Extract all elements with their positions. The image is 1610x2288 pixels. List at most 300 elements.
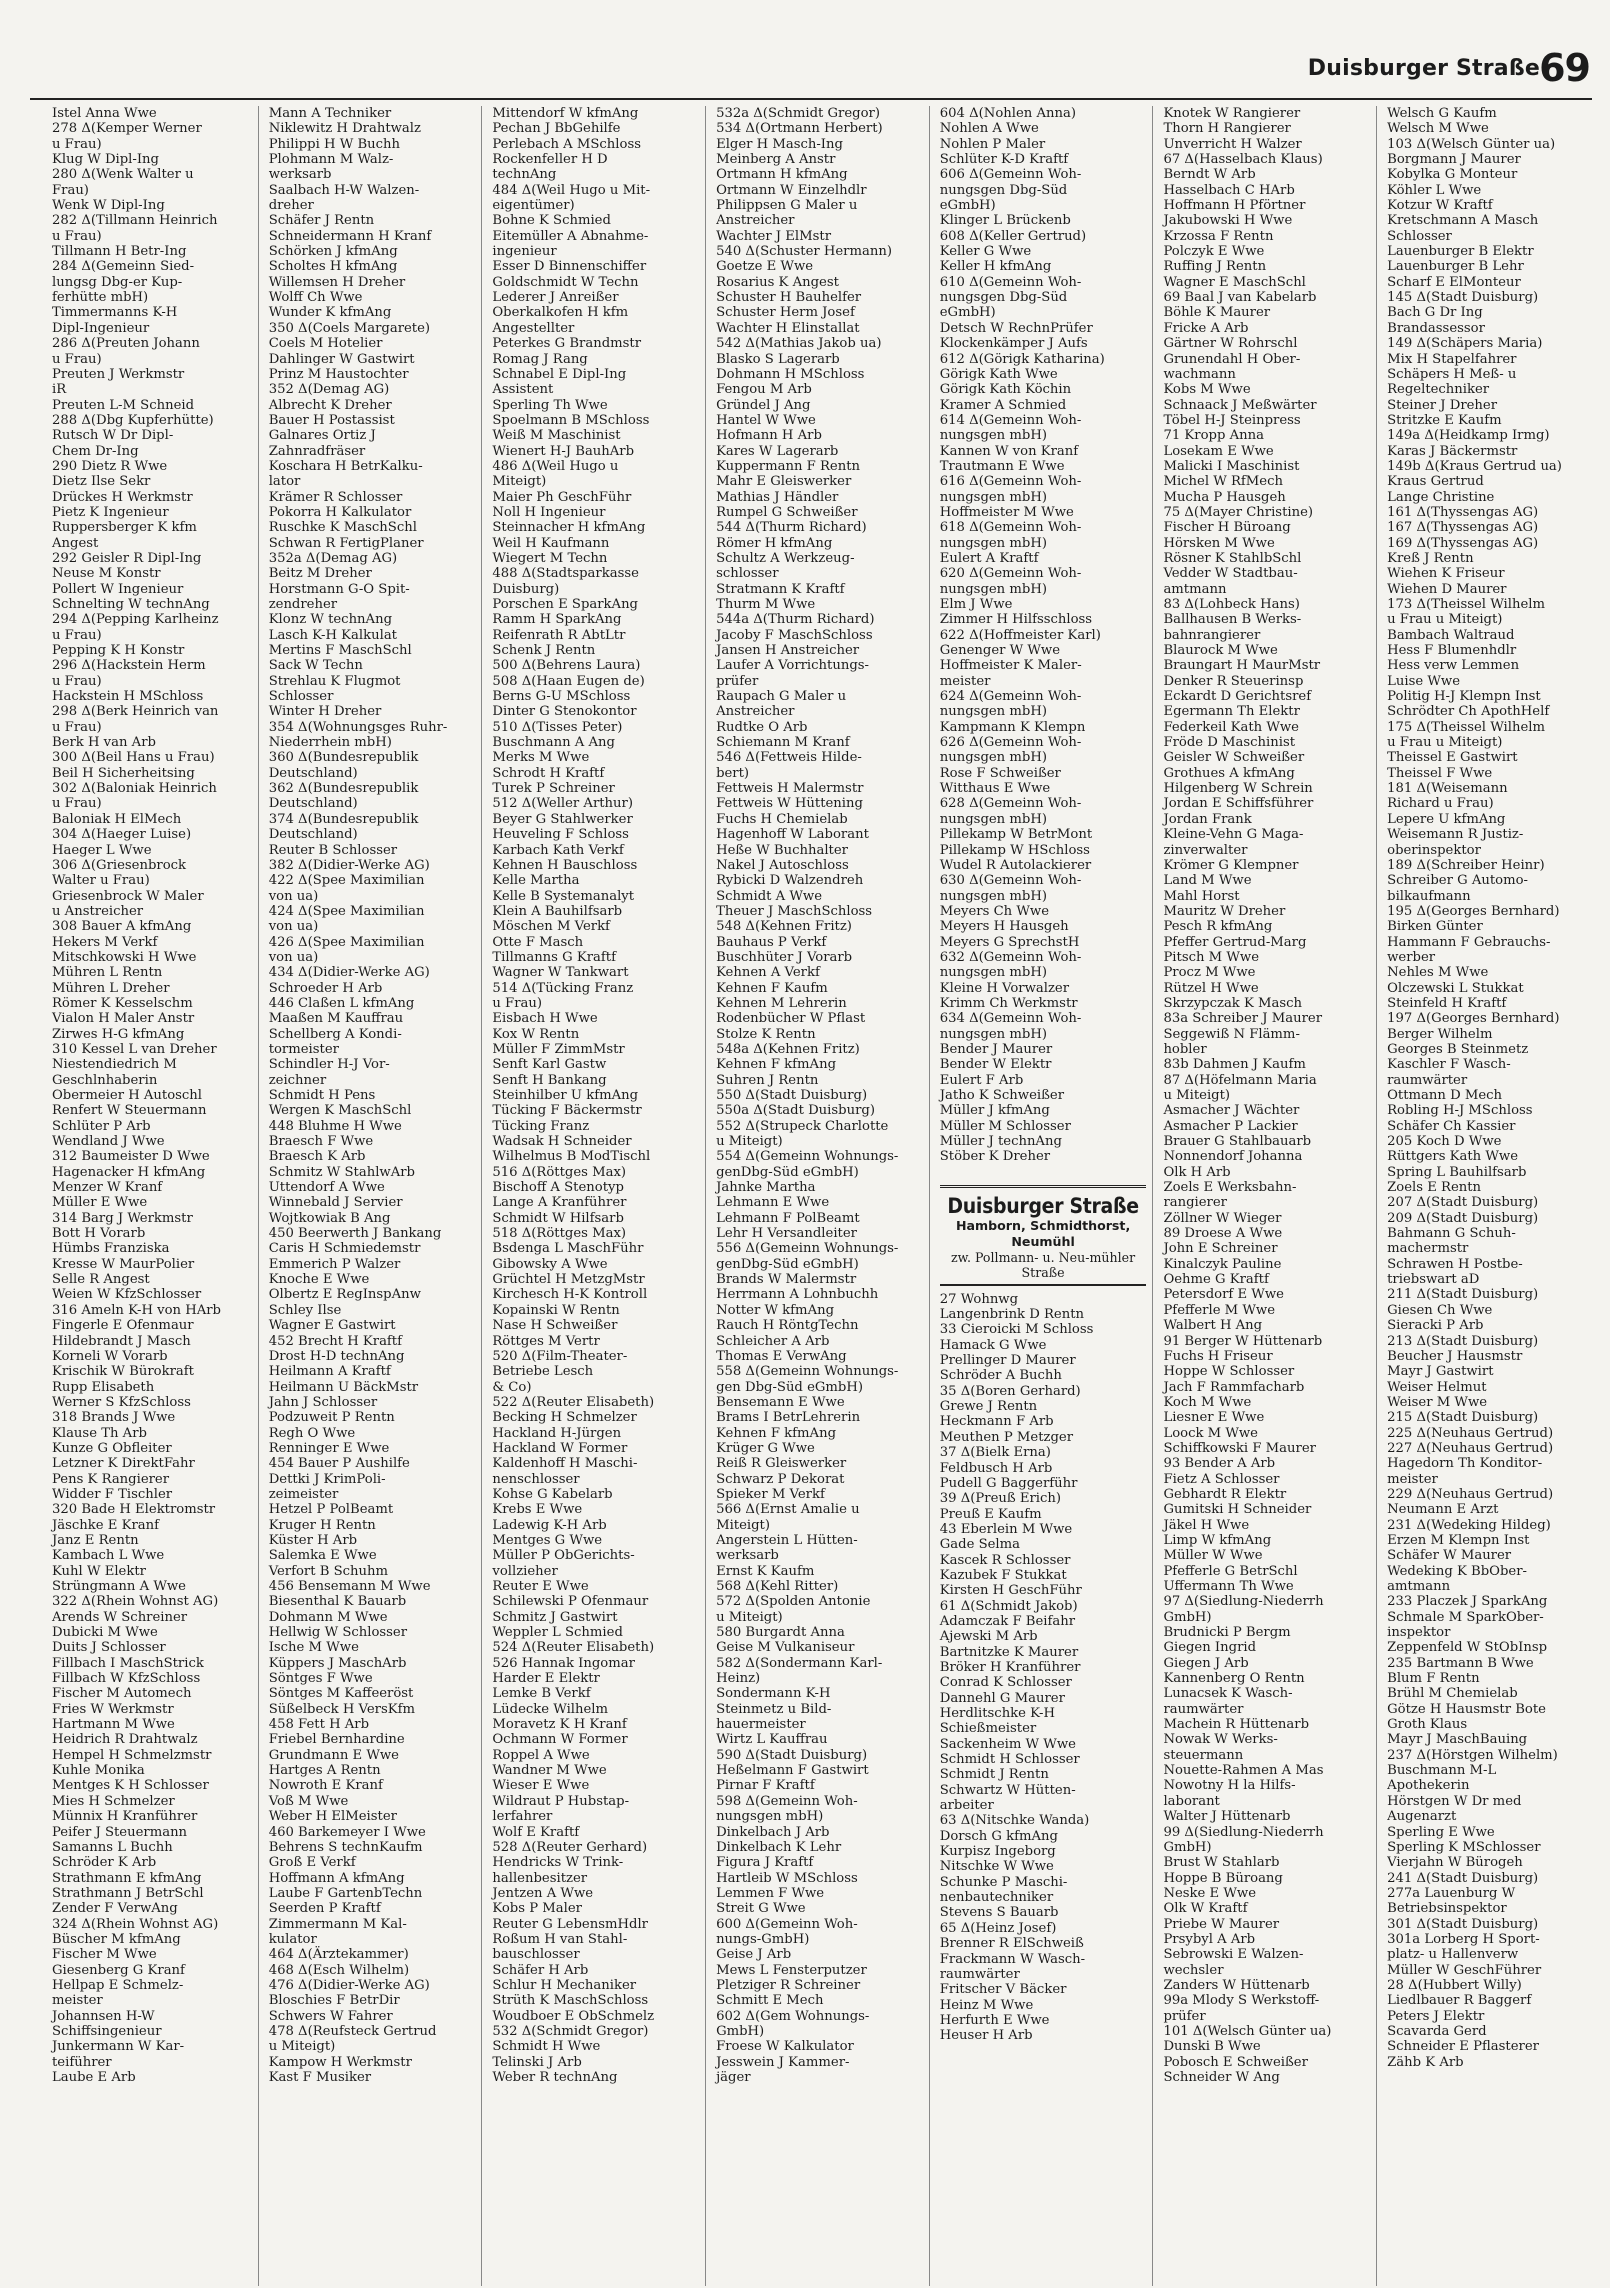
- directory-entry: Procz M Wwe: [1163, 965, 1256, 981]
- directory-entry: 37 Δ(Bielk Erna): [939, 1445, 1051, 1461]
- directory-entry: Schilewski P Ofenmaur: [492, 1594, 649, 1610]
- directory-entry: Dipl-Ingenieur: [52, 320, 150, 336]
- directory-entry: 298 Δ(Berk Heinrich van: [52, 704, 219, 720]
- directory-entry: 302 Δ(Baloniak Heinrich: [52, 781, 217, 797]
- directory-entry: Weien W KfzSchlosser: [52, 1287, 202, 1303]
- directory-entry: Richard u Frau): [1387, 796, 1494, 812]
- directory-entry: Selle R Angest: [52, 1272, 150, 1288]
- directory-entry: 424 Δ(Spee Maximilian: [268, 903, 425, 919]
- directory-entry: Suhren J Rentn: [716, 1072, 819, 1088]
- directory-entry: 61 Δ(Schmidt Jakob): [939, 1598, 1078, 1614]
- directory-entry: Hoppe W Schlosser: [1163, 1364, 1295, 1380]
- directory-entry: Lemmen F Wwe: [716, 1885, 825, 1901]
- directory-entry: Kraus Gertrud: [1387, 474, 1484, 490]
- directory-entry: 634 Δ(Gemeinn Woh-: [939, 1011, 1082, 1027]
- directory-entry: 207 Δ(Stadt Duisburg): [1387, 1195, 1539, 1211]
- directory-entry: Mitschkowski H Wwe: [52, 949, 197, 965]
- directory-entry: Jakubowski H Wwe: [1163, 213, 1293, 229]
- directory-entry: 301a Lorberg H Sport-: [1387, 1931, 1540, 1947]
- directory-entry: Mucha P Hausgeh: [1163, 489, 1286, 505]
- directory-entry: Nowroth E Kranf: [268, 1778, 383, 1794]
- directory-entry: Roßum H van Stahl-: [492, 1931, 628, 1947]
- directory-entry: Lauenburger B Elektr: [1387, 244, 1534, 260]
- directory-entry: Schroeder H Arb: [268, 980, 383, 996]
- directory-entry: Hackland H-Jürgen: [492, 1425, 622, 1441]
- directory-entry: Hackland W Former: [492, 1440, 628, 1456]
- directory-entry: 304 Δ(Haeger Luise): [52, 827, 192, 843]
- directory-entry: Blum F Rentn: [1387, 1671, 1480, 1687]
- directory-entry: 67 Δ(Hasselbach Klaus): [1163, 152, 1323, 168]
- directory-entry: Rauch H RöntgTechn: [716, 1318, 859, 1334]
- directory-entry: Bröker H Kranführer: [939, 1659, 1081, 1675]
- directory-entry: Bach G Dr Ing: [1387, 305, 1483, 321]
- directory-entry: 362 Δ(Bundesrepublik: [268, 781, 419, 797]
- directory-entry: Neske E Wwe: [1163, 1885, 1257, 1901]
- directory-entry: Schiffkowski F Maurer: [1163, 1440, 1316, 1456]
- directory-entry: Hofmann H Arb: [716, 428, 822, 444]
- directory-entry: Weisemann R Justiz-: [1387, 827, 1524, 843]
- directory-entry: Keller G Wwe: [939, 244, 1032, 260]
- directory-entry: Lange Christine: [1387, 489, 1495, 505]
- directory-entry: Kirsten H GeschFühr: [939, 1583, 1082, 1599]
- column-5: [929, 106, 1153, 2286]
- directory-entry: Berndt W Arb: [1163, 167, 1256, 183]
- directory-entry: Kotzur W Kraftf: [1387, 198, 1493, 214]
- directory-entry: 446 Claßen L kfmAng: [268, 995, 415, 1011]
- directory-entry: 360 Δ(Bundesrepublik: [268, 750, 419, 766]
- directory-entry: Bahmann G Schuh-: [1387, 1226, 1516, 1242]
- directory-entry: Gibowsky A Wwe: [492, 1256, 608, 1272]
- directory-entry: 600 Δ(Gemeinn Woh-: [716, 1916, 858, 1932]
- directory-entry: Pokorra H Kalkulator: [268, 504, 412, 520]
- directory-entry: Schlur H Mechaniker: [492, 1977, 637, 1993]
- directory-entry: Schmidt H Pens: [268, 1088, 376, 1103]
- directory-entry: Vialon H Maler Anstr: [52, 1011, 195, 1027]
- directory-entry: 101 Δ(Welsch Günter ua): [1163, 2023, 1332, 2039]
- directory-entry: 205 Koch D Wwe: [1387, 1134, 1502, 1150]
- directory-entry: Pens K Rangierer: [52, 1471, 170, 1487]
- directory-entry: Mies H Schmelzer: [52, 1793, 175, 1809]
- directory-entry: 622 Δ(Hoffmeister Karl): [939, 627, 1101, 643]
- directory-entry: Ruffing J Rentn: [1163, 259, 1267, 275]
- directory-entry: Weiser Helmut: [1387, 1379, 1487, 1395]
- directory-entry: Voß M Wwe: [268, 1793, 349, 1809]
- directory-entry: Schneider E Pflasterer: [1387, 2039, 1539, 2055]
- directory-entry: Grothues A kfmAng: [1163, 765, 1295, 781]
- directory-entry: Römer H kfmAng: [716, 535, 833, 551]
- directory-entry: Stratmann K Kraftf: [716, 581, 845, 597]
- directory-entry: Berk H van Arb: [52, 735, 156, 751]
- directory-entry: 374 Δ(Bundesrepublik: [268, 811, 419, 827]
- directory-entry: 314 Barg J Werkmstr: [52, 1210, 193, 1226]
- directory-entry: nungsgen mbH): [939, 1026, 1047, 1042]
- directory-entry: Anstreicher: [716, 704, 795, 720]
- directory-entry: Tücking F Bäckermstr: [492, 1103, 642, 1119]
- directory-entry: 546 Δ(Fettweis Hilde-: [716, 750, 862, 766]
- directory-entry: Emmerich P Walzer: [268, 1256, 401, 1272]
- directory-entry: u Miteigt): [716, 1134, 783, 1150]
- directory-entry: Uffermann Th Wwe: [1163, 1579, 1294, 1594]
- directory-entry: u Frau): [492, 995, 543, 1011]
- directory-entry: Georges B Steinmetz: [1387, 1041, 1529, 1057]
- directory-entry: Deutschland): [268, 765, 358, 781]
- directory-entry: 149 Δ(Schäpers Maria): [1387, 336, 1543, 352]
- directory-entry: nungsgen mbH): [939, 489, 1047, 505]
- directory-entry: Chem Dr-Ing: [52, 443, 139, 459]
- directory-entry: Spoelmann B MSchloss: [492, 412, 650, 428]
- directory-entry: Wendland J Wwe: [52, 1134, 165, 1150]
- directory-entry: Baloniak H ElMech: [52, 811, 182, 827]
- directory-entry: Kast F Musiker: [268, 2070, 372, 2085]
- directory-entry: 284 Δ(Gemeinn Sied-: [52, 259, 195, 275]
- directory-entry: Schmitt E Mech: [716, 1993, 824, 2009]
- directory-entry: Weiser M Wwe: [1387, 1394, 1488, 1410]
- directory-entry: Ortmann H kfmAng: [716, 167, 848, 183]
- directory-entry: Mühren L Dreher: [52, 980, 170, 996]
- directory-entry: Betriebe Lesch: [492, 1364, 594, 1380]
- directory-entry: Fillbach I MaschStrick: [52, 1655, 204, 1671]
- directory-entry: Duisburg): [492, 581, 560, 597]
- directory-entry: 350 Δ(Coels Margarete): [268, 320, 431, 336]
- directory-entry: Schiffsingenieur: [52, 2023, 162, 2039]
- directory-entry: Welsch M Wwe: [1387, 121, 1489, 137]
- directory-entry: Jach F Rammfacharb: [1163, 1379, 1305, 1395]
- directory-entry: Sperling E Wwe: [1387, 1824, 1495, 1840]
- directory-entry: Schmitz J Gastwirt: [492, 1609, 618, 1625]
- directory-entry: Oberkalkofen H kfm: [492, 305, 629, 321]
- directory-entry: 616 Δ(Gemeinn Woh-: [939, 474, 1082, 490]
- directory-entry: Olk H Arb: [1163, 1164, 1231, 1180]
- directory-entry: Strüngmann A Wwe: [52, 1579, 186, 1594]
- directory-entry: Turek P Schreiner: [492, 781, 615, 797]
- directory-entry: Krimm Ch Werkmstr: [939, 995, 1078, 1011]
- directory-entry: 43 Eberlein M Wwe: [939, 1521, 1073, 1537]
- directory-entry: 233 Placzek J SparkAng: [1387, 1594, 1548, 1610]
- directory-entry: Groth Klaus: [1387, 1717, 1468, 1733]
- directory-entry: Grewe J Rentn: [939, 1399, 1038, 1415]
- directory-entry: raumwärter: [1387, 1072, 1468, 1088]
- directory-entry: Mentges K H Schlosser: [52, 1778, 209, 1794]
- directory-entry: 211 Δ(Stadt Duisburg): [1387, 1287, 1539, 1303]
- directory-entry: zendreher: [268, 597, 338, 612]
- directory-entry: Weil H Kaufmann: [492, 535, 610, 551]
- directory-entry: laborant: [1163, 1793, 1220, 1809]
- directory-entry: Wienert H-J BauhArb: [492, 443, 635, 459]
- directory-entry: nungsgen mbH): [939, 428, 1047, 444]
- column-6: [1152, 106, 1376, 2286]
- directory-entry: Thurm M Wwe: [716, 597, 816, 612]
- directory-entry: Jäkel H Wwe: [1163, 1517, 1250, 1533]
- directory-entry: 99 Δ(Siedlung-Niederrh: [1163, 1824, 1324, 1840]
- directory-entry: Weber R technAng: [492, 2070, 618, 2085]
- directory-entry: Rudtke O Arb: [716, 719, 808, 735]
- directory-entry: Romag J Rang: [492, 351, 588, 367]
- directory-entry: Giesenberg G Kranf: [52, 1962, 185, 1978]
- directory-entry: Liedlbauer R Baggerf: [1387, 1993, 1532, 2009]
- directory-entry: Dettki J KrimPoli-: [268, 1471, 386, 1487]
- directory-entry: genDbg-Süd eGmbH): [716, 1256, 859, 1272]
- directory-entry: Wagner W Tankwart: [492, 965, 629, 981]
- directory-entry: 486 Δ(Weil Hugo u: [492, 458, 619, 474]
- directory-entry: u Frau): [52, 673, 102, 689]
- directory-entry: 352 Δ(Demag AG): [268, 382, 390, 398]
- directory-entry: Dorsch G kfmAng: [939, 1828, 1058, 1844]
- directory-entry: Reiß R Gleiswerker: [716, 1456, 847, 1472]
- directory-entry: Lemke B Verkf: [492, 1686, 591, 1702]
- directory-entry: Walbert H Ang: [1163, 1318, 1263, 1334]
- directory-entry: Mertins F MaschSchl: [268, 643, 412, 659]
- directory-entry: Hagenhoff W Laborant: [716, 827, 869, 843]
- directory-entry: Schley Ilse: [268, 1302, 342, 1318]
- directory-entry: Vedder W Stadtbau-: [1163, 566, 1298, 582]
- directory-entry: Prellinger D Maurer: [939, 1353, 1076, 1369]
- directory-entry: Behrens S technKaufm: [268, 1839, 423, 1855]
- directory-entry: 590 Δ(Stadt Duisburg): [716, 1747, 868, 1763]
- column-2: [258, 106, 482, 2286]
- directory-entry: 548 Δ(Kehnen Fritz): [716, 919, 852, 935]
- directory-entry: Rösner K StahlbSchl: [1163, 550, 1302, 566]
- directory-entry: Pesch R kfmAng: [1163, 919, 1273, 935]
- directory-entry: Pletziger R Schreiner: [716, 1977, 861, 1993]
- directory-entry: Merks M Wwe: [492, 750, 590, 766]
- directory-entry: 556 Δ(Gemeinn Wohnungs-: [716, 1241, 899, 1257]
- directory-entry: Herrmann A Lohnbuchh: [716, 1287, 879, 1303]
- directory-entry: Pfeffer Gertrud-Marg: [1163, 934, 1307, 950]
- directory-entry: Duits J Schlosser: [52, 1640, 166, 1656]
- directory-entry: Müller J technAng: [939, 1134, 1062, 1150]
- directory-entry: Jordan Frank: [1163, 811, 1252, 827]
- directory-entry: Jordan E Schiffsführer: [1163, 796, 1314, 812]
- directory-entry: Brust W Stahlarb: [1163, 1855, 1280, 1871]
- directory-entry: Grundmann E Wwe: [268, 1747, 399, 1763]
- directory-entry: Kaldenhoff H Maschi-: [492, 1456, 638, 1472]
- directory-entry: Buschmann A Ang: [492, 735, 615, 751]
- directory-entry: meister: [939, 673, 991, 689]
- directory-entry: Kobs P Maler: [492, 1901, 582, 1917]
- directory-entry: u Frau): [52, 351, 102, 367]
- directory-entry: u Frau): [52, 228, 102, 244]
- directory-entry: Angerstein L Hütten-: [716, 1532, 858, 1548]
- directory-entry: Berns G-U MSchloss: [492, 689, 631, 705]
- directory-entry: Wadsak H Schneider: [492, 1134, 632, 1150]
- directory-entry: Giesen Ch Wwe: [1387, 1302, 1493, 1318]
- directory-entry: Kares W Lagerarb: [716, 443, 839, 459]
- directory-entry: Jahnke Martha: [716, 1180, 816, 1196]
- directory-entry: Nouette-Rahmen A Mas: [1163, 1763, 1324, 1779]
- directory-entry: nungsgen mbH): [939, 888, 1047, 904]
- directory-entry: Kramer A Schmied: [939, 397, 1067, 413]
- directory-entry: Ladewig K-H Arb: [492, 1517, 607, 1533]
- section-subtitle: Hamborn, Schmidthorst, Neumühl: [955, 1217, 1131, 1249]
- directory-entry: Schmidt H Wwe: [492, 2039, 601, 2055]
- directory-entry: Schäfer H Arb: [492, 1962, 589, 1978]
- directory-entry: Fingerle E Ofenmaur: [52, 1318, 194, 1334]
- directory-entry: hallenbesitzer: [492, 1870, 588, 1886]
- directory-entry: tormeister: [268, 1041, 339, 1057]
- directory-entry: Nohlen A Wwe: [939, 121, 1039, 137]
- directory-entry: 552 Δ(Strupeck Charlotte: [716, 1118, 889, 1134]
- directory-entry: Krebs E Wwe: [492, 1502, 583, 1518]
- directory-entry: lerfahrer: [492, 1809, 553, 1825]
- directory-entry: Koch M Wwe: [1163, 1394, 1252, 1410]
- directory-entry: Görigk Kath Wwe: [939, 366, 1058, 382]
- directory-entry: 620 Δ(Gemeinn Woh-: [939, 566, 1082, 582]
- directory-entry: GmbH): [1163, 1609, 1212, 1625]
- directory-entry: 312 Baumeister D Wwe: [52, 1149, 210, 1165]
- directory-entry: Schuster H Bauhelfer: [716, 290, 862, 306]
- directory-entry: Beucher J Hausmstr: [1387, 1348, 1523, 1364]
- directory-entry: Mahl Horst: [1163, 888, 1240, 904]
- directory-entry: Braesch F Wwe: [268, 1134, 374, 1150]
- directory-entry: Heckmann F Arb: [939, 1414, 1054, 1430]
- directory-entry: Verfort B Schuhm: [268, 1563, 389, 1579]
- directory-entry: 554 Δ(Gemeinn Wohnungs-: [716, 1149, 899, 1165]
- directory-entry: 280 Δ(Wenk Walter u: [52, 167, 194, 183]
- directory-entry: Deutschland): [268, 827, 358, 843]
- directory-entry: Betriebsinspektor: [1387, 1901, 1507, 1917]
- directory-entry: Hoppe B Büroang: [1163, 1870, 1283, 1886]
- directory-entry: Welsch G Kaufm: [1387, 106, 1497, 121]
- directory-entry: 209 Δ(Stadt Duisburg): [1387, 1210, 1539, 1226]
- directory-entry: 308 Bauer A kfmAng: [52, 919, 192, 935]
- directory-entry: Loock M Wwe: [1163, 1425, 1258, 1441]
- directory-entry: Kambach L Wwe: [52, 1548, 165, 1564]
- directory-entry: 75 Δ(Mayer Christine): [1163, 504, 1314, 520]
- directory-entry: Deutschland): [268, 796, 358, 812]
- directory-entry: Schuster Herm Josef: [716, 305, 855, 321]
- directory-entry: 476 Δ(Didier-Werke AG): [268, 1977, 430, 1993]
- directory-entry: 532 Δ(Schmidt Gregor): [492, 2023, 649, 2039]
- directory-entry: Lehr H Versandleiter: [716, 1226, 857, 1242]
- directory-entry: Porschen E SparkAng: [492, 597, 639, 612]
- directory-entry: Kobs M Wwe: [1163, 382, 1251, 398]
- directory-entry: 292 Geisler R Dipl-Ing: [52, 550, 202, 566]
- directory-entry: Biesenthal K Bauarb: [268, 1594, 407, 1610]
- directory-entry: werksarb: [716, 1548, 779, 1564]
- directory-entry: Müller F ZimmMstr: [492, 1041, 625, 1057]
- directory-entry: Dubicki M Wwe: [52, 1625, 158, 1641]
- directory-entry: 300 Δ(Beil Hans u Frau): [52, 750, 215, 766]
- directory-entry: Wachter H Elinstallat: [716, 320, 860, 336]
- directory-entry: 626 Δ(Gemeinn Woh-: [939, 735, 1082, 751]
- directory-entry: Herfurth E Wwe: [939, 2012, 1050, 2028]
- directory-entry: Sack W Techn: [268, 658, 363, 674]
- directory-entry: Kehnen M Lehrerin: [716, 995, 847, 1011]
- directory-entry: Anstreicher: [716, 213, 795, 229]
- directory-entry: Eulert A Kraftf: [939, 550, 1039, 566]
- directory-entry: Saalbach H-W Walzen-: [268, 182, 420, 198]
- directory-entry: Klockenkämper J Aufs: [939, 336, 1088, 352]
- directory-entry: Bott H Vorarb: [52, 1226, 146, 1242]
- directory-entry: 500 Δ(Behrens Laura): [492, 658, 641, 674]
- directory-entry: 550a Δ(Stadt Duisburg): [716, 1103, 875, 1119]
- directory-entry: Groß E Verkf: [268, 1855, 356, 1871]
- running-head-street: Duisburger Straße: [1307, 56, 1540, 81]
- directory-entry: Eckardt D Gerichtsref: [1163, 689, 1312, 705]
- directory-entry: Hoffmann H Pförtner: [1163, 198, 1306, 214]
- directory-entry: Seerden P Kraftf: [268, 1901, 381, 1917]
- directory-entry: 97 Δ(Siedlung-Niederrh: [1163, 1594, 1324, 1610]
- directory-entry: 460 Barkemeyer I Wwe: [268, 1824, 426, 1840]
- directory-entry: Fischer H Büroang: [1163, 520, 1291, 536]
- directory-entry: Janz E Rentn: [52, 1532, 139, 1548]
- directory-entry: Arends W Schreiner: [52, 1609, 188, 1625]
- directory-entry: Rose F Schweißer: [939, 765, 1061, 781]
- directory-entry: Seggewiß N Flämm-: [1163, 1026, 1300, 1042]
- directory-entry: Wudel R Autolackierer: [939, 857, 1092, 873]
- directory-entry: Renninger E Wwe: [268, 1440, 390, 1456]
- directory-entry: u Miteigt): [1163, 1088, 1231, 1103]
- directory-entry: Hantel W Wwe: [716, 412, 816, 428]
- directory-entry: 458 Fett H Arb: [268, 1717, 370, 1733]
- directory-entry: Schießmeister: [939, 1721, 1037, 1737]
- directory-entry: u Frau): [52, 719, 102, 735]
- directory-entry: Lederer J Anreißer: [492, 290, 619, 306]
- directory-entry: Lauenburger B Lehr: [1387, 259, 1524, 275]
- directory-entry: Woudboer E ObSchmelz: [492, 2008, 655, 2024]
- directory-entry: Rutsch W Dr Dipl-: [52, 428, 174, 444]
- directory-entry: Figura J Kraftf: [716, 1855, 814, 1871]
- directory-entry: Kelle Martha: [492, 873, 580, 889]
- directory-entry: 167 Δ(Thyssengas AG): [1387, 520, 1539, 536]
- section-note: zw. Pollmann- u. Neu-mühler Straße: [951, 1249, 1136, 1280]
- column-5-bottom: [940, 1292, 1147, 2044]
- directory-entry: 544a Δ(Thurm Richard): [716, 612, 875, 628]
- directory-entry: Fries W Werkmstr: [52, 1701, 174, 1717]
- directory-entry: Rockenfeller H D: [492, 152, 608, 168]
- directory-entry: Caris H Schmiedemstr: [268, 1241, 421, 1257]
- directory-entry: Dunski B Wwe: [1163, 2039, 1261, 2055]
- directory-entry: 310 Kessel L van Dreher: [52, 1041, 217, 1057]
- directory-entry: Hagedorn Th Konditor-: [1387, 1456, 1543, 1472]
- directory-entry: Heuveling F Schloss: [492, 827, 629, 843]
- directory-entry: Esser D Binnenschiffer: [492, 259, 647, 275]
- directory-entry: Müller W Wwe: [1163, 1548, 1263, 1564]
- directory-entry: Dannehl G Maurer: [939, 1690, 1065, 1706]
- directory-entry: Bischoff A Stenotyp: [492, 1180, 624, 1196]
- directory-entry: Rybicki D Walzendreh: [716, 873, 864, 889]
- directory-entry: Heilmann A Kraftf: [268, 1364, 391, 1380]
- directory-entry: Kresse W MaurPolier: [52, 1256, 195, 1272]
- directory-entry: Preuten J Werkmstr: [52, 366, 185, 382]
- directory-entry: u Frau u Miteigt): [1387, 612, 1503, 628]
- directory-entry: Wolff Ch Wwe: [268, 290, 363, 306]
- directory-entry: Schwartz W Hütten-: [939, 1782, 1076, 1798]
- directory-entry: Weiß M Maschinist: [492, 428, 621, 444]
- directory-entry: Kohse G Kabelarb: [492, 1486, 613, 1502]
- directory-entry: hobler: [1163, 1041, 1207, 1057]
- directory-entry: Hendricks W Trink-: [492, 1855, 624, 1871]
- directory-entry: Weber H ElMeister: [268, 1809, 397, 1825]
- directory-entry: Pfefferle M Wwe: [1163, 1302, 1276, 1318]
- directory-entry: Jäschke E Kranf: [52, 1517, 159, 1533]
- directory-entry: Lüdecke Wilhelm: [492, 1701, 609, 1717]
- directory-entry: Rodenbücher W Pflast: [716, 1011, 866, 1027]
- directory-entry: nungsgen mbH): [939, 811, 1047, 827]
- directory-entry: 602 Δ(Gem Wohnungs-: [716, 2008, 870, 2024]
- directory-entry: Möschen M Verkf: [492, 919, 610, 935]
- directory-entry: Heidrich R Drahtwalz: [52, 1732, 198, 1748]
- directory-entry: Sebrowski E Walzen-: [1163, 1947, 1304, 1963]
- directory-entry: Lasch K-H Kalkulat: [268, 627, 397, 643]
- directory-entry: Eisbach H Wwe: [492, 1011, 598, 1027]
- directory-entry: 277a Lauenburg W: [1387, 1885, 1516, 1901]
- directory-entry: 456 Bensemann M Wwe: [268, 1579, 431, 1594]
- directory-entry: Heuser H Arb: [939, 2028, 1033, 2044]
- directory-entry: Knotek W Rangierer: [1163, 106, 1301, 121]
- directory-entry: Münnix H Kranführer: [52, 1809, 198, 1825]
- directory-entry: Laube F GartenbTechn: [268, 1885, 423, 1901]
